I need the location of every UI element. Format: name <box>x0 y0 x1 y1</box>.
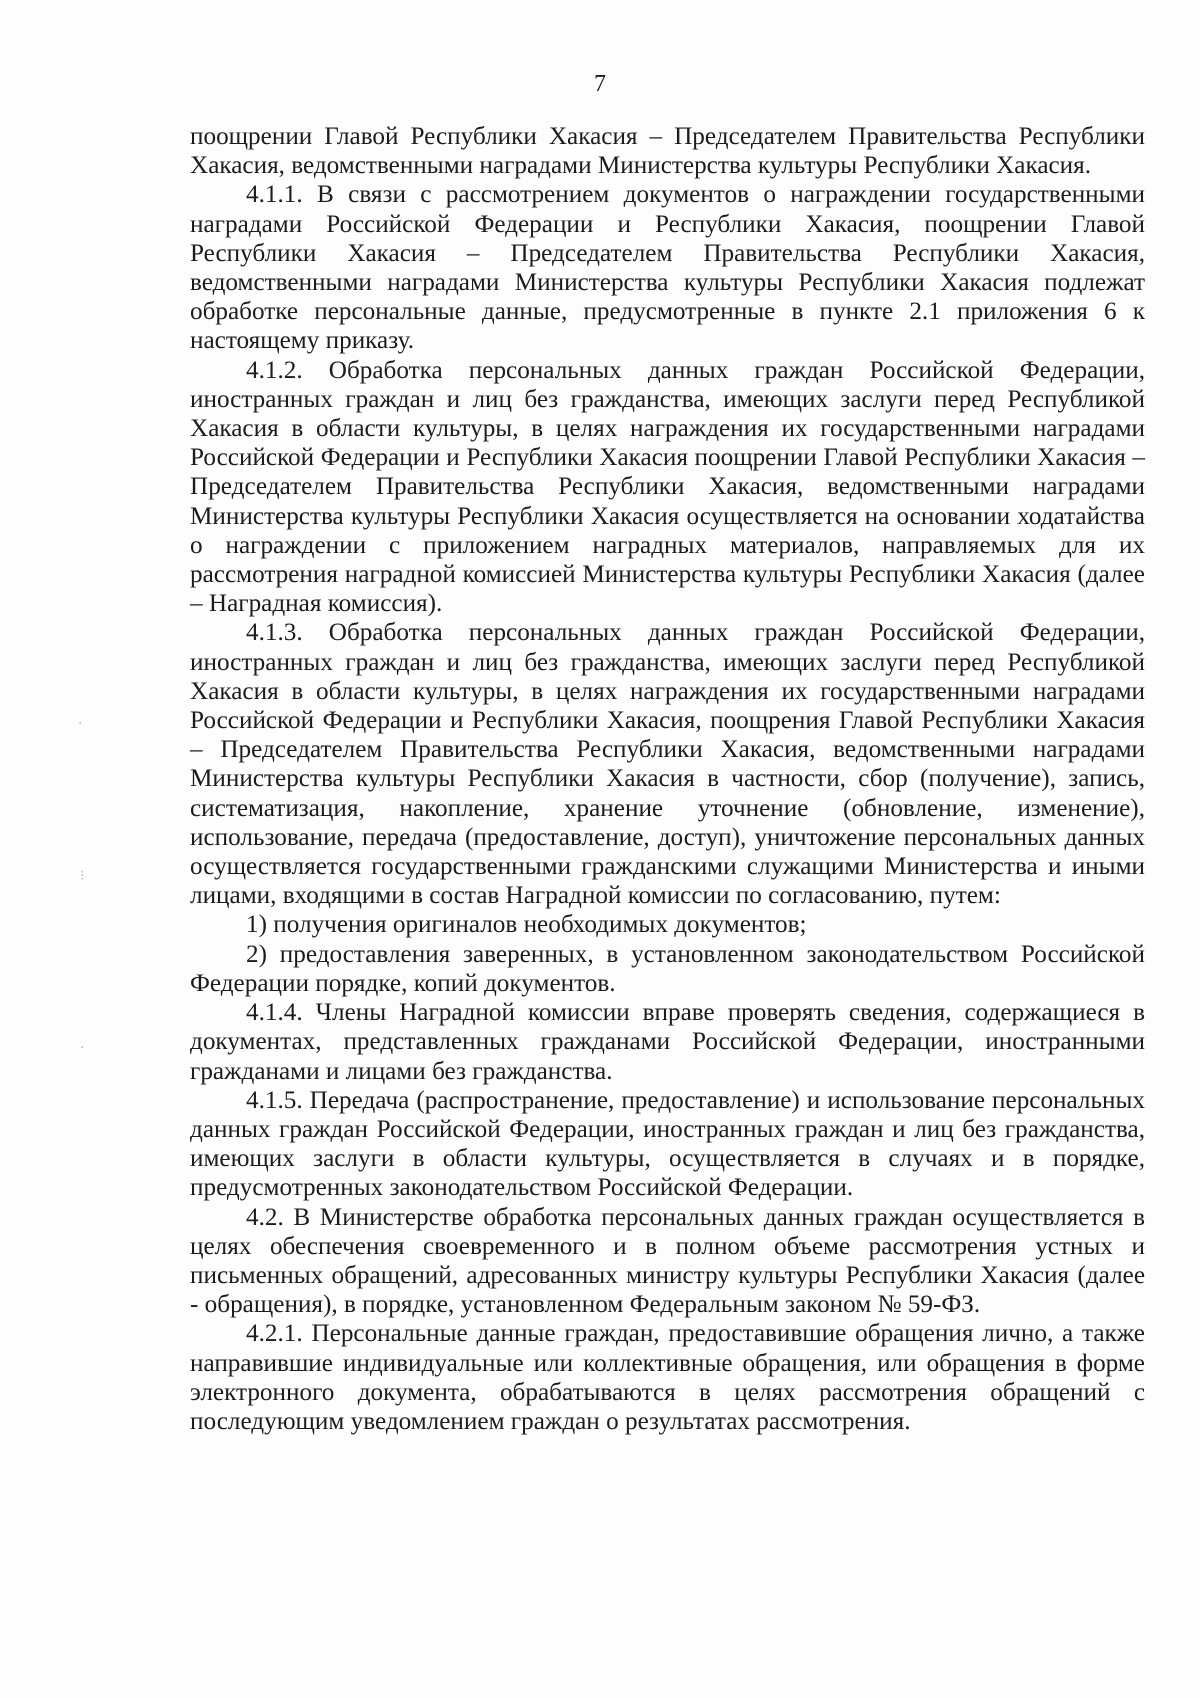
document-body <box>190 122 1145 1436</box>
scan-speck: · <box>80 1040 85 1056</box>
paragraph-4-2-1: 4.2.1. Персональные данные граждан, предоставившие обращения лично, а также направившие индивидуальные или коллективные обращения, или обращения в форме электронного документа, обрабатываются в целях рассмотрения обращений с последующим уведомлением граждан о результатах рассмотрения. <box>190 1320 1145 1435</box>
scan-speck: · <box>78 716 83 732</box>
page-number: 7 <box>594 71 606 97</box>
paragraph-4-1-1: 4.1.1. В связи с рассмотрением документов о награждении государственными наградами Российской Федерации и Республики Хакасия, поощрении Главой Республики Хакасия – Председателем Правительства Республики Хакасия, ведомственными наградами Министерства культуры Республики Хакасия подлежат обработке персональные данные, предусмотренные в пункте 2.1 приложения 6 к настоящему приказу. <box>190 181 1145 355</box>
paragraph-4-1-2: 4.1.2. Обработка персональных данных граждан Российской Федерации, иностранных граждан и лиц без гражданства, имеющих заслуги перед Республикой Хакасия в области культуры, в целях награждения их государственными наградами Российской Федерации и Республики Хакасия поощрении Главой Республики Хакасия – Председателем Правительства Республики Хакасия, ведомственными наградами Министерства культуры Республики Хакасия осуществляется на основании ходатайства о награждении с приложением наградных материалов, направляемых для их рассмотрения наградной комиссией Министерства культуры Республики Хакасия (далее – Наградная комиссия). <box>190 356 1145 618</box>
paragraph-4-2: 4.2. В Министерстве обработка персональных данных граждан осуществляется в целях обеспечения своевременного и в полном объеме рассмотрения устных и письменных обращений, адресованных министру культуры Республики Хакасия (далее - обращения), в порядке, установленном Федеральным законом № 59-ФЗ. <box>190 1203 1145 1319</box>
paragraph-4-1-4: 4.1.4. Члены Наградной комиссии вправе проверять сведения, содержащиеся в документах, представленных гражданами Российской Федерации, иностранными гражданами и лицами без гражданства. <box>190 999 1145 1085</box>
list-item-2: 2) предоставления заверенных, в установленном законодательством Российской Федерации порядке, копий документов. <box>190 940 1145 997</box>
paragraph-4-1-3: 4.1.3. Обработка персональных данных граждан Российской Федерации, иностранных граждан и лиц без гражданства, имеющих заслуги перед Республикой Хакасия в области культуры, в целях награждения их государственными наградами Российской Федерации и Республики Хакасия, поощрения Главой Республики Хакасия – Председателем Правительства Республики Хакасия, ведомственными наградами Министерства культуры Республики Хакасия в частности, сбор (получение), запись, систематизация, накопление, хранение уточнение (обновление, изменение), использование, передача (предоставление, доступ), уничтожение персональных данных осуществляется государственными гражданскими служащими Министерства и иными лицами, входящими в состав Наградной комиссии по согласованию, путем: <box>190 619 1145 910</box>
list-item-1: 1) получения оригиналов необходимых документов; <box>246 911 807 939</box>
paragraph-4-1-5: 4.1.5. Передача (распространение, предоставление) и использование персональных данных граждан Российской Федерации, иностранных граждан и лиц без гражданства, имеющих заслуги в области культуры, осуществляется в случаях и в порядке, предусмотренных законодательством Российской Федерации. <box>190 1086 1145 1202</box>
paragraph-continuation: поощрении Главой Республики Хакасия – Председателем Правительства Республики Хакасия, ведомственными наградами Министерства культуры Республики Хакасия. <box>190 123 1145 180</box>
scan-speck: ⁝ <box>80 868 85 884</box>
